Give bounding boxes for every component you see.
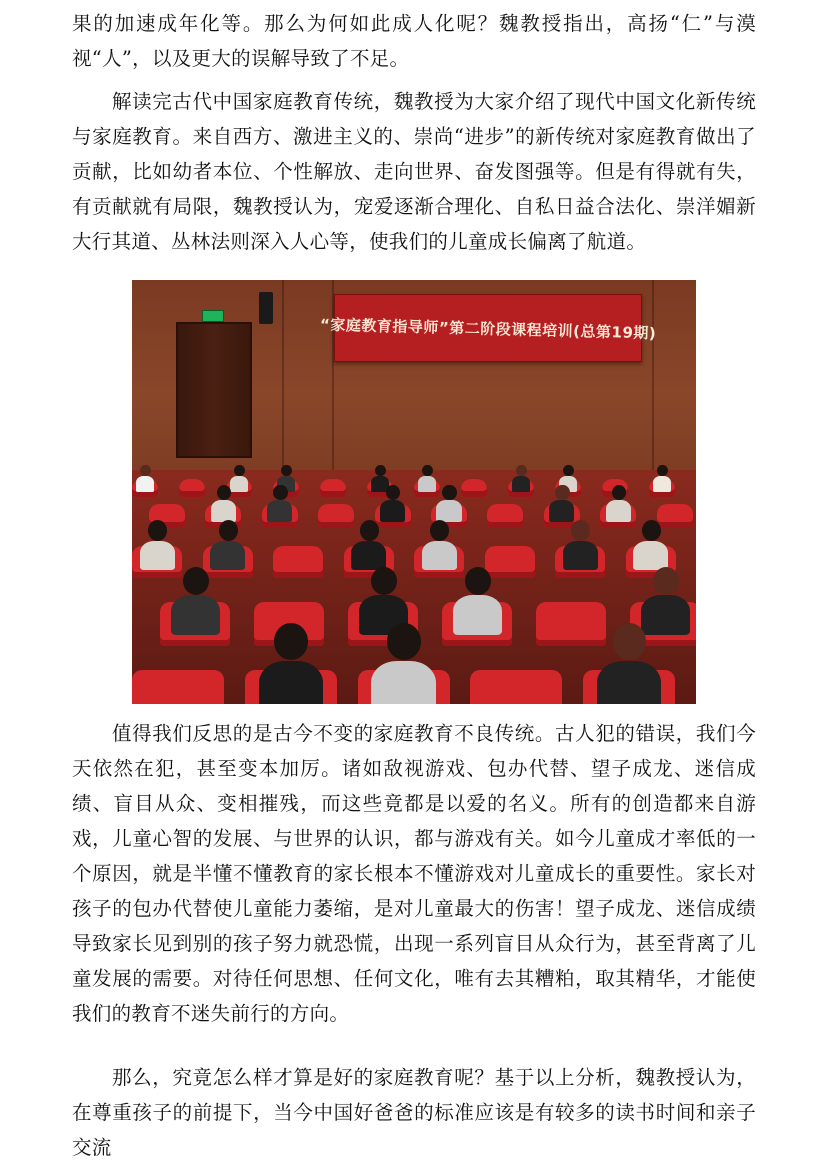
photo-person <box>267 500 292 522</box>
photo-audience <box>132 470 696 704</box>
paragraph-1: 果的加速成年化等。那么为何如此成人化呢？魏教授指出，高扬“仁”与漠视“人”，以及更大的误解导致了不足。 <box>72 12 756 70</box>
photo-seat <box>485 546 535 578</box>
photo-person <box>380 500 405 522</box>
photo-seat <box>657 504 693 528</box>
photo-person <box>453 595 502 635</box>
photo-head <box>642 520 661 541</box>
photo-person <box>641 595 690 635</box>
photo-head <box>217 485 231 501</box>
photo-person <box>422 541 457 570</box>
photo-seat <box>273 546 323 578</box>
paragraph-3: 值得我们反思的是古今不变的家庭教育不良传统。古人犯的错误，我们今天依然在犯，甚至变本加厉。诸如敌视游戏、包办代替、望子成龙、迷信成绩、盲目从众、变相摧残，而这些竟都是以爱的名义。所有的创造都来自游戏，儿童心智的发展、与世界的认识，都与游戏有关。如今儿童成才率低的一个原因，就是半懂不懂教育的家长根本不懂游戏对儿童成长的重要性。家长对孩子的包办代替使儿童能力萎缩，是对儿童最大的伤害！望子成龙、迷信成绩导致家长见到别的孩子努力就恐慌，出现一系列盲目从众行为，甚至背离了儿童发展的需要。对待任何思想、任何文化，唯有去其糟粕，取其精华，才能使我们的教育不迷失前行的方向。 <box>72 722 756 1025</box>
photo-head <box>183 567 209 596</box>
photo-head <box>612 485 626 501</box>
photo-head <box>371 567 397 596</box>
photo-head <box>234 465 245 477</box>
photo-head <box>148 520 167 541</box>
photo-head <box>563 465 574 477</box>
photo-head <box>375 465 386 477</box>
photo-door <box>176 322 252 458</box>
photo-seat <box>320 479 346 497</box>
photo-head <box>281 465 292 477</box>
photo-person <box>563 541 598 570</box>
photo-seat <box>487 504 523 528</box>
photo-seat <box>461 479 487 497</box>
photo-person <box>136 476 154 492</box>
photo-head <box>657 465 668 477</box>
photo-head <box>571 520 590 541</box>
photo-seat <box>179 479 205 497</box>
photo-seat <box>536 602 606 646</box>
banner-text: “家庭教育指导师”第二阶段课程培训(总第19期) <box>319 315 657 342</box>
photo-head <box>422 465 433 477</box>
photo-head <box>273 485 287 501</box>
photo-head <box>386 485 400 501</box>
photo-head <box>465 567 491 596</box>
photo-person <box>351 541 386 570</box>
photo-person <box>436 500 461 522</box>
photo-person <box>418 476 436 492</box>
photo-person <box>606 500 631 522</box>
photo-head <box>360 520 379 541</box>
photo-person <box>140 541 175 570</box>
photo-person <box>171 595 220 635</box>
photo-seat <box>132 670 224 704</box>
photo-person <box>653 476 671 492</box>
photo-banner <box>319 294 657 362</box>
photo-person <box>259 661 323 704</box>
photo-head <box>653 567 679 596</box>
photo-person <box>549 500 574 522</box>
photo-head <box>274 623 308 659</box>
exit-sign-icon <box>202 310 224 322</box>
photo-person <box>211 500 236 522</box>
photo-head <box>387 623 421 659</box>
photo-head <box>442 485 456 501</box>
photo-seat <box>318 504 354 528</box>
photo-person <box>597 661 661 704</box>
paragraph-2: 解读完古代中国家庭教育传统，魏教授为大家介绍了现代中国文化新传统与家庭教育。来自西方、激进主义的、崇尚“进步”的新传统对家庭教育做出了贡献，比如幼者本位、个性解放、走向世界、奋发图强等。但是有得就有失，有贡献就有局限，魏教授认为，宠爱逐渐合理化、自私日益合法化、崇洋媚新大行其道、丛林法则深入人心等，使我们的儿童成长偏离了航道。 <box>72 90 756 253</box>
paragraph-4: 那么，究竟怎么样才算是好的家庭教育呢？基于以上分析，魏教授认为，在尊重孩子的前提下，当今中国好爸爸的标准应该是有较多的读书时间和亲子交流 <box>72 1066 756 1159</box>
photo-person <box>512 476 530 492</box>
photo-head <box>430 520 449 541</box>
photo-head <box>613 623 647 659</box>
photo-person <box>210 541 245 570</box>
photo-wall <box>132 280 696 470</box>
photo-person <box>230 476 248 492</box>
photo-person <box>371 661 435 704</box>
photo-seat <box>470 670 562 704</box>
photo-person <box>633 541 668 570</box>
classroom-photo <box>132 280 696 704</box>
photo-head <box>219 520 238 541</box>
photo-head <box>555 485 569 501</box>
photo-head <box>516 465 527 477</box>
photo-head <box>140 465 151 477</box>
speaker-icon <box>259 292 273 324</box>
